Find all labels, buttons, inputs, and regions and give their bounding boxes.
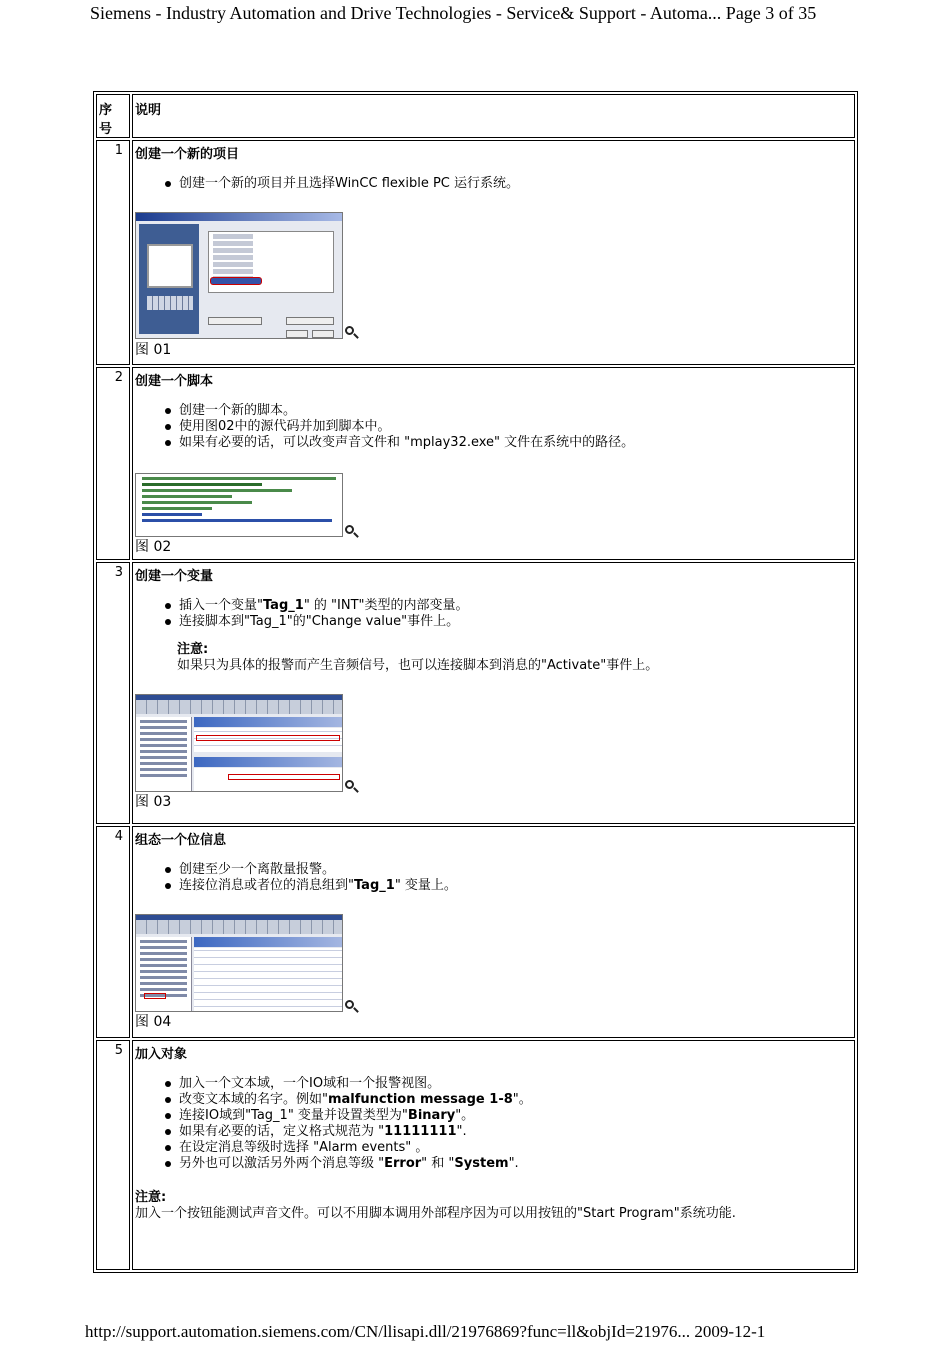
- list-item: 如果有必要的话，可以改变声音文件和 "mplay32.exe" 文件在系统中的路径。: [179, 435, 852, 451]
- magnifier-icon[interactable]: [345, 780, 359, 794]
- discrete-alarms-screenshot[interactable]: [135, 914, 343, 1012]
- bullet-list: [179, 1076, 852, 1172]
- step-title: 组态一个位信息: [135, 833, 227, 848]
- note: [135, 1190, 852, 1222]
- list-item: 创建至少一个离散量报警。: [179, 862, 852, 878]
- step-title: 加入对象: [135, 1047, 188, 1062]
- device-selection-screenshot[interactable]: [135, 212, 343, 339]
- step-description: [132, 367, 855, 560]
- note-heading: 注意:: [135, 1190, 167, 1205]
- list-item: 另外也可以激活另外两个消息等级 "Error" 和 "System".: [179, 1156, 852, 1172]
- magnifier-icon[interactable]: [345, 326, 359, 340]
- table-row: [96, 1040, 855, 1270]
- bullet-list: [179, 176, 852, 192]
- step-description: [132, 562, 855, 824]
- step-number: 1: [96, 140, 130, 365]
- step-number: 5: [96, 1040, 130, 1270]
- figure-02: [135, 473, 355, 539]
- magnifier-icon[interactable]: [345, 1000, 359, 1014]
- figure-caption: 图 01: [135, 342, 172, 358]
- step-title: 创建一个变量: [135, 569, 214, 584]
- column-header-description: 说明: [132, 94, 855, 138]
- list-item: 连接位消息或者位的消息组到"Tag_1" 变量上。: [179, 878, 852, 894]
- note-heading: 注意:: [177, 642, 209, 657]
- step-description: [132, 140, 855, 365]
- script-code-screenshot[interactable]: [135, 473, 343, 537]
- list-item: 插入一个变量"Tag_1" 的 "INT"类型的内部变量。: [179, 598, 852, 614]
- figure-caption: 图 04: [135, 1014, 172, 1030]
- step-description: [132, 1040, 855, 1270]
- tag-editor-screenshot[interactable]: [135, 694, 343, 792]
- column-header-number: 序号: [96, 94, 130, 138]
- figure-03: [135, 694, 355, 794]
- figure-04: [135, 914, 355, 1014]
- list-item: 加入一个文本域，一个IO域和一个报警视图。: [179, 1076, 852, 1092]
- note-text: 如果只为具体的报警而产生音频信号，也可以连接脚本到消息的"Activate"事件上。: [177, 658, 659, 673]
- table-row: [96, 140, 855, 365]
- figure-caption: 图 02: [135, 539, 172, 555]
- table-header-row: [96, 94, 855, 138]
- list-item: 创建一个新的脚本。: [179, 403, 852, 419]
- magnifier-icon[interactable]: [345, 525, 359, 539]
- step-number: 3: [96, 562, 130, 824]
- step-title: 创建一个新的项目: [135, 147, 240, 162]
- table-row: [96, 826, 855, 1038]
- table-row: [96, 367, 855, 560]
- list-item: 如果有必要的话，定义格式规范为 "11111111".: [179, 1124, 852, 1140]
- page-header: Siemens - Industry Automation and Drive Technologies - Service& Support - Automa... Page 3 of 35: [90, 3, 817, 23]
- step-number: 2: [96, 367, 130, 560]
- list-item: 创建一个新的项目并且选择WinCC flexible PC 运行系统。: [179, 176, 852, 192]
- step-title: 创建一个脚本: [135, 374, 214, 389]
- list-item: 连接IO域到"Tag_1" 变量并设置类型为"Binary"。: [179, 1108, 852, 1124]
- bullet-list: [179, 862, 852, 894]
- bullet-list: [179, 598, 852, 630]
- steps-table: [93, 91, 858, 1273]
- list-item: 连接脚本到"Tag_1"的"Change value"事件上。: [179, 614, 852, 630]
- page-footer: http://support.automation.siemens.com/CN/llisapi.dll/21976869?func=ll&objId=21976... 2009-12-1: [85, 1322, 766, 1341]
- step-description: [132, 826, 855, 1038]
- bullet-list: [179, 403, 852, 451]
- figure-01: [135, 212, 355, 342]
- note-text: 加入一个按钮能测试声音文件。可以不用脚本调用外部程序因为可以用按钮的"Start Program"系统功能.: [135, 1206, 736, 1221]
- table-row: [96, 562, 855, 824]
- list-item: 使用图02中的源代码并加到脚本中。: [179, 419, 852, 435]
- step-number: 4: [96, 826, 130, 1038]
- note: [177, 642, 852, 674]
- list-item: 在设定消息等级时选择 "Alarm events" 。: [179, 1140, 852, 1156]
- list-item: 改变文本域的名字。例如"malfunction message 1-8"。: [179, 1092, 852, 1108]
- figure-caption: 图 03: [135, 794, 172, 810]
